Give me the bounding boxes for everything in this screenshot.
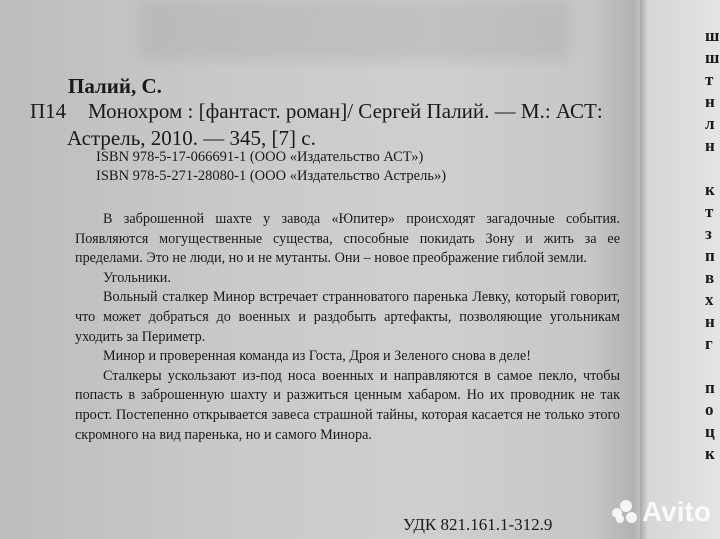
- avito-wordmark: Avito: [642, 496, 711, 527]
- bibliographic-entry: [30, 98, 640, 152]
- letter: о: [705, 400, 714, 419]
- paragraph: Вольный сталкер Минор встречает странноватого паренька Левку, который говорит, что может добраться до военных и раздобыть артефакты, позволяющие угольникам уходить за Периметр.: [75, 289, 620, 345]
- bleed-through-shadow: [140, 0, 570, 60]
- letter: ш: [705, 26, 720, 45]
- letter: т: [705, 202, 714, 221]
- letter: н: [705, 136, 715, 155]
- avito-logo-icon: [612, 500, 638, 524]
- letter: л: [705, 114, 715, 133]
- isbn-line: ISBN 978-5-17-066691-1 (ООО «Издательство АСТ»): [96, 149, 424, 165]
- title-line-2: Астрель, 2010. — 345, [7] с.: [67, 126, 316, 150]
- letter: к: [705, 444, 715, 463]
- catalog-index: П14: [30, 99, 67, 123]
- letter: з: [705, 224, 712, 243]
- isbn-list: [96, 148, 446, 186]
- letter: н: [705, 312, 715, 331]
- letter: ш: [705, 48, 720, 67]
- annotation: [75, 210, 620, 445]
- letter: х: [705, 290, 714, 309]
- letter: п: [705, 378, 715, 397]
- letter: г: [705, 334, 713, 353]
- card-author: Палий, С.: [68, 74, 162, 98]
- letter: ц: [705, 422, 715, 441]
- paragraph: В заброшенной шахте у завода «Юпитер» происходят загадочные события. Появляются могущественные существа, способные покидать Зону и жить за ее пределами. Это не люди, но и не мутанты. Они – новое преображение гиблой земли.: [75, 211, 620, 267]
- title-line: Монохром : [фантаст. роман]/ Сергей Палий. — М.: АСТ:: [88, 99, 603, 123]
- paragraph: Минор и проверенная команда из Госта, Дроя и Зеленого снова в деле!: [103, 348, 531, 365]
- letter: в: [705, 268, 715, 287]
- page-gutter: [640, 0, 648, 539]
- letter: к: [705, 180, 715, 199]
- avito-watermark: [612, 496, 711, 528]
- letter: п: [705, 246, 715, 265]
- letter: н: [705, 92, 715, 111]
- udk-code: УДК 821.161.1-312.9: [403, 515, 553, 534]
- paragraph: Угольники.: [103, 269, 171, 286]
- right-page-fragment: [705, 25, 719, 465]
- paragraph: Сталкеры ускользают из-под носа военных и направляются в самое пекло, чтобы попасть в заброшенную шахту и разжиться ценным хабаром. Но их проводник не так прост. Постепенно открывается завеса страшной тайны, которая касается не только этого скромного на вид паренька, но и самого Минора.: [75, 367, 620, 443]
- letter: т: [705, 70, 714, 89]
- isbn-line: ISBN 978-5-271-28080-1 (ООО «Издательство Астрель»): [96, 168, 447, 184]
